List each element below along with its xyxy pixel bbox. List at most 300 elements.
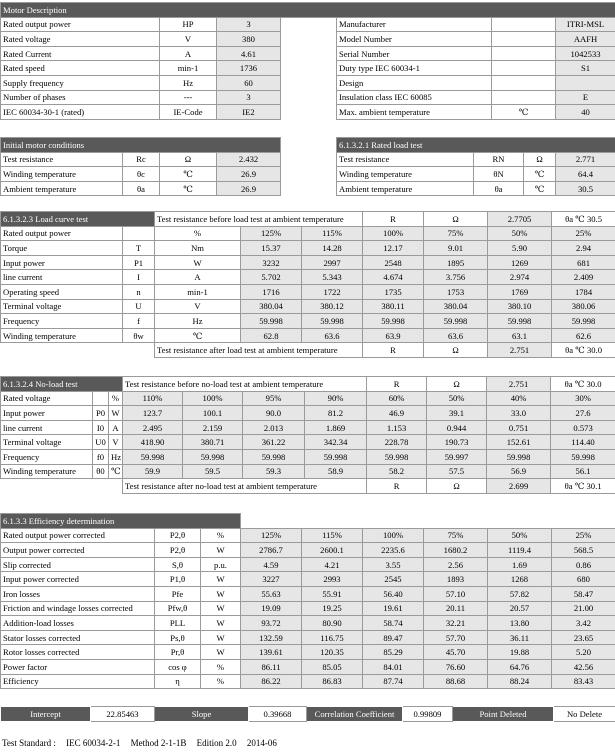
- row-value: 125%: [241, 226, 302, 241]
- row-value: 1735: [363, 284, 424, 299]
- after-resistance-label: Test resistance after load test at ambient temperature: [155, 343, 363, 358]
- row-symbol: Pfw,θ: [155, 601, 201, 616]
- row-value: 62.6: [552, 328, 615, 343]
- after-temp-value: 30.1: [586, 480, 602, 491]
- row-value: 1269: [488, 255, 552, 270]
- row-value: 132.59: [241, 630, 302, 645]
- row-value: 12.17: [363, 241, 424, 256]
- row-label: Model Number: [337, 32, 492, 47]
- row-value: 4.61: [217, 46, 281, 61]
- motor-description-table: [0, 2, 615, 120]
- row-value: 26.9: [217, 181, 281, 196]
- table-row: [1, 226, 615, 241]
- row-value: 5.702: [241, 270, 302, 285]
- row-symbol: θw: [123, 328, 155, 343]
- row-unit: V: [155, 299, 241, 314]
- row-value: 100%: [363, 528, 424, 543]
- row-value: 2545: [363, 572, 424, 587]
- row-value: 19.09: [241, 601, 302, 616]
- row-value: 190.73: [427, 435, 487, 450]
- row-symbol: RN: [474, 152, 524, 167]
- row-value: 380.06: [552, 299, 615, 314]
- row-value: 1680.2: [424, 543, 488, 558]
- row-label: Design: [337, 75, 492, 90]
- row-value: 59.998: [367, 449, 427, 464]
- row-value: 46.9: [367, 406, 427, 421]
- row-value: 60: [217, 75, 281, 90]
- before-temp-symbol: θa: [565, 213, 574, 224]
- row-value: 59.998: [551, 449, 615, 464]
- correlation-label: Correlation Coefficient: [307, 707, 403, 722]
- row-value: 4.21: [302, 557, 363, 572]
- row-value: 2600.1: [302, 543, 363, 558]
- row-value: 1722: [302, 284, 363, 299]
- row-unit: p.u.: [201, 557, 241, 572]
- row-symbol: θa: [123, 181, 160, 196]
- row-unit: HP: [160, 17, 217, 32]
- row-value: 2786.7: [241, 543, 302, 558]
- table-row: [1, 601, 615, 616]
- test-standard-edition: Edition 2.0: [196, 738, 237, 748]
- row-value: 20.11: [424, 601, 488, 616]
- row-label: Supply frequency: [1, 75, 160, 90]
- row-symbol: T: [123, 241, 155, 256]
- row-value: 63.6: [302, 328, 363, 343]
- row-value: 90.0: [243, 406, 305, 421]
- row-value: 14.28: [302, 241, 363, 256]
- row-symbol: θN: [474, 167, 524, 182]
- row-value: 55.63: [241, 586, 302, 601]
- before-r-value: 2.7705: [488, 212, 552, 227]
- row-value: 100.1: [183, 406, 243, 421]
- row-value: 56.40: [363, 586, 424, 601]
- row-symbol: P2,θ: [155, 528, 201, 543]
- before-temp-symbol: θa: [564, 378, 573, 389]
- no-load-table: [0, 376, 615, 494]
- efficiency-table: [0, 513, 615, 689]
- row-symbol: Pr,θ: [155, 645, 201, 660]
- table-row: [1, 46, 615, 61]
- table-row: [1, 557, 615, 572]
- row-unit: W: [155, 255, 241, 270]
- row-symbol: I: [123, 270, 155, 285]
- row-value: 3.42: [552, 616, 615, 631]
- row-unit: A: [160, 46, 217, 61]
- row-label: Output power corrected: [1, 543, 155, 558]
- row-value: 380.71: [183, 435, 243, 450]
- load-curve-title: 6.1.3.2.3 Load curve test: [1, 212, 155, 227]
- spacer: [1, 343, 155, 358]
- row-value: 30.5: [556, 181, 615, 196]
- table-row: [1, 420, 615, 435]
- before-r-unit: Ω: [424, 212, 488, 227]
- row-value: 64.76: [488, 659, 552, 674]
- test-standard-line: [2, 738, 285, 748]
- row-value: 2.495: [123, 420, 183, 435]
- row-unit: ℃: [524, 181, 556, 196]
- row-value: 59.5: [183, 464, 243, 479]
- row-value: 57.5: [427, 464, 487, 479]
- after-temp-symbol: θa: [565, 345, 574, 356]
- row-value: 100%: [363, 226, 424, 241]
- row-value: 81.2: [305, 406, 367, 421]
- row-value: 36.11: [488, 630, 552, 645]
- before-resistance-label: Test resistance before load test at ambient temperature: [155, 212, 363, 227]
- row-value: 380.10: [488, 299, 552, 314]
- row-symbol: θa: [474, 181, 524, 196]
- spacer: [281, 105, 337, 120]
- row-value: 116.75: [302, 630, 363, 645]
- efficiency-title: 6.1.3.3 Efficiency determination: [1, 514, 241, 529]
- table-row: [1, 17, 615, 32]
- table-row: [1, 630, 615, 645]
- row-value: 25%: [552, 226, 615, 241]
- row-value: 1753: [424, 284, 488, 299]
- before-temp-value: 30.5: [586, 213, 602, 224]
- row-value: 50%: [488, 528, 552, 543]
- before-resistance-label: Test resistance before no-load test at ambient temperature: [123, 377, 367, 392]
- row-value: 58.9: [305, 464, 367, 479]
- row-value: 9.01: [424, 241, 488, 256]
- row-value: 125%: [241, 528, 302, 543]
- spacer: [281, 167, 337, 182]
- row-unit: ℃: [155, 328, 241, 343]
- point-deleted-value: No Delete: [554, 707, 615, 722]
- row-label: Test resistance: [337, 152, 474, 167]
- row-symbol: U: [123, 299, 155, 314]
- before-temp-cell: [552, 212, 615, 227]
- row-unit: W: [201, 645, 241, 660]
- row-label: Max. ambient temperature: [337, 105, 492, 120]
- load-curve-table: [0, 211, 615, 358]
- table-row: [1, 299, 615, 314]
- row-unit: [492, 17, 556, 32]
- row-unit: V: [160, 32, 217, 47]
- spacer: [281, 46, 337, 61]
- row-unit: [492, 75, 556, 90]
- row-symbol: θc: [123, 167, 160, 182]
- row-symbol: η: [155, 674, 201, 689]
- row-value: 86.11: [241, 659, 302, 674]
- row-symbol: [123, 226, 155, 241]
- row-value: 1716: [241, 284, 302, 299]
- row-value: 3: [217, 90, 281, 105]
- row-value: 56.9: [487, 464, 551, 479]
- row-value: 1268: [488, 572, 552, 587]
- row-label: Number of phases: [1, 90, 160, 105]
- row-value: 0.944: [427, 420, 487, 435]
- row-value: 19.88: [488, 645, 552, 660]
- row-value: AAFH: [556, 32, 615, 47]
- row-value: 75%: [424, 226, 488, 241]
- row-symbol: S,θ: [155, 557, 201, 572]
- row-label: Rated Current: [1, 46, 160, 61]
- row-value: 5.90: [488, 241, 552, 256]
- row-unit: Nm: [155, 241, 241, 256]
- row-value: 50%: [427, 391, 487, 406]
- row-value: 30%: [551, 391, 615, 406]
- row-unit: [492, 61, 556, 76]
- row-value: 58.2: [367, 464, 427, 479]
- after-resistance-label: Test resistance after no-load test at ambient temperature: [123, 479, 367, 494]
- row-unit: %: [155, 226, 241, 241]
- row-value: 139.61: [241, 645, 302, 660]
- row-value: 2997: [302, 255, 363, 270]
- row-value: E: [556, 90, 615, 105]
- row-value: 59.998: [302, 314, 363, 329]
- row-label: Insulation class IEC 60085: [337, 90, 492, 105]
- row-value: 93.72: [241, 616, 302, 631]
- row-value: 418.90: [123, 435, 183, 450]
- row-symbol: f0: [93, 449, 109, 464]
- row-value: 86.22: [241, 674, 302, 689]
- row-label: Rated output power corrected: [1, 528, 155, 543]
- row-value: 361.22: [243, 435, 305, 450]
- row-value: 15.37: [241, 241, 302, 256]
- row-value: 86.83: [302, 674, 363, 689]
- after-temp-unit: ℃: [575, 345, 585, 356]
- row-value: 39.1: [427, 406, 487, 421]
- row-value: IE2: [217, 105, 281, 120]
- row-unit: A: [109, 420, 123, 435]
- row-unit: min-1: [160, 61, 217, 76]
- row-label: Winding temperature: [1, 464, 93, 479]
- row-value: 114.40: [551, 435, 615, 450]
- row-value: 5.20: [552, 645, 615, 660]
- row-label: Input power: [1, 406, 93, 421]
- row-value: 42.56: [552, 659, 615, 674]
- row-value: 1.69: [488, 557, 552, 572]
- row-label: Duty type IEC 60034-1: [337, 61, 492, 76]
- row-value: 59.998: [241, 314, 302, 329]
- row-label: Rated voltage: [1, 391, 93, 406]
- row-value: 27.6: [551, 406, 615, 421]
- row-value: 21.00: [552, 601, 615, 616]
- row-unit: IE-Code: [160, 105, 217, 120]
- spacer: [281, 181, 337, 196]
- row-value: 100%: [183, 391, 243, 406]
- row-unit: W: [201, 572, 241, 587]
- test-standard-year: 2014-06: [246, 738, 277, 748]
- row-value: 2.56: [424, 557, 488, 572]
- row-value: 50%: [488, 226, 552, 241]
- row-value: 2.771: [556, 152, 615, 167]
- row-value: 3232: [241, 255, 302, 270]
- row-value: 75%: [424, 528, 488, 543]
- row-symbol: P1: [123, 255, 155, 270]
- row-unit: ℃: [524, 167, 556, 182]
- row-symbol: U0: [93, 435, 109, 450]
- row-symbol: P2,θ: [155, 543, 201, 558]
- row-label: Efficiency: [1, 674, 155, 689]
- row-value: 59.998: [552, 314, 615, 329]
- row-symbol: Rc: [123, 152, 160, 167]
- table-row: [1, 270, 615, 285]
- row-label: Slip corrected: [1, 557, 155, 572]
- correlation-value: 0.99809: [403, 707, 453, 722]
- table-row: [1, 255, 615, 270]
- no-load-title: 6.1.3.2.4 No-load test: [1, 377, 123, 392]
- row-value: 115%: [302, 528, 363, 543]
- row-unit: A: [155, 270, 241, 285]
- table-row: [1, 572, 615, 587]
- row-label: IEC 60034-30-1 (rated): [1, 105, 160, 120]
- row-value: 2.159: [183, 420, 243, 435]
- row-unit: min-1: [155, 284, 241, 299]
- spacer: [281, 61, 337, 76]
- point-deleted-label: Point Deleted: [453, 707, 554, 722]
- row-value: 2993: [302, 572, 363, 587]
- row-symbol: Pfe: [155, 586, 201, 601]
- row-value: 2548: [363, 255, 424, 270]
- row-value: 19.61: [363, 601, 424, 616]
- row-value: 568.5: [552, 543, 615, 558]
- row-value: 0.86: [552, 557, 615, 572]
- table-row: [1, 659, 615, 674]
- row-symbol: θ0: [93, 464, 109, 479]
- row-value: 64.4: [556, 167, 615, 182]
- row-value: 1769: [488, 284, 552, 299]
- spacer: [1, 479, 123, 494]
- row-label: Input power: [1, 255, 123, 270]
- row-value: 59.998: [183, 449, 243, 464]
- row-value: 59.9: [123, 464, 183, 479]
- row-value: 3227: [241, 572, 302, 587]
- row-unit: ℃: [160, 181, 217, 196]
- row-symbol: [93, 391, 109, 406]
- row-value: 1119.4: [488, 543, 552, 558]
- row-value: 59.3: [243, 464, 305, 479]
- table-row: [1, 449, 615, 464]
- row-value: 5.343: [302, 270, 363, 285]
- table-row: [1, 284, 615, 299]
- after-temp-symbol: θa: [564, 480, 573, 491]
- row-symbol: f: [123, 314, 155, 329]
- row-value: [556, 75, 615, 90]
- row-label: Frequency: [1, 449, 93, 464]
- table-row: [1, 75, 615, 90]
- row-unit: ℃: [160, 167, 217, 182]
- row-value: 59.998: [123, 449, 183, 464]
- row-label: Terminal voltage: [1, 299, 123, 314]
- row-value: 84.01: [363, 659, 424, 674]
- row-value: 19.25: [302, 601, 363, 616]
- row-label: Test resistance: [1, 152, 123, 167]
- table-row: [1, 105, 615, 120]
- table-row: [1, 645, 615, 660]
- before-temp-value: 30.0: [586, 378, 602, 389]
- row-unit: W: [109, 406, 123, 421]
- row-unit: Hz: [109, 449, 123, 464]
- row-label: line current: [1, 420, 93, 435]
- table-row: [1, 616, 615, 631]
- row-unit: %: [201, 659, 241, 674]
- row-unit: ℃: [492, 105, 556, 120]
- row-value: 60%: [367, 391, 427, 406]
- row-value: S1: [556, 61, 615, 76]
- row-value: 63.1: [488, 328, 552, 343]
- row-unit: [492, 90, 556, 105]
- row-unit: Hz: [155, 314, 241, 329]
- slope-label: Slope: [155, 707, 249, 722]
- row-label: Rated output power: [1, 226, 123, 241]
- row-value: 2.94: [552, 241, 615, 256]
- row-value: 80.90: [302, 616, 363, 631]
- before-temp-unit: ℃: [574, 378, 585, 389]
- table-row: [1, 314, 615, 329]
- table-row: [1, 391, 615, 406]
- row-label: Operating speed: [1, 284, 123, 299]
- row-value: 4.59: [241, 557, 302, 572]
- test-standard-method2: Method 2-1-1B: [130, 738, 187, 748]
- row-value: ITRI-MSL: [556, 17, 615, 32]
- row-label: line current: [1, 270, 123, 285]
- row-label: Rated speed: [1, 61, 160, 76]
- row-value: 85.05: [302, 659, 363, 674]
- row-value: 13.80: [488, 616, 552, 631]
- rated-load-test-title: 6.1.3.2.1 Rated load test: [337, 138, 615, 153]
- table-row: [1, 181, 615, 196]
- after-r-unit: Ω: [427, 479, 487, 494]
- row-value: 57.10: [424, 586, 488, 601]
- row-value: 59.998: [243, 449, 305, 464]
- before-temp-unit: ℃: [575, 213, 585, 224]
- row-value: 88.68: [424, 674, 488, 689]
- row-symbol: cos φ: [155, 659, 201, 674]
- row-unit: %: [201, 674, 241, 689]
- row-symbol: P0: [93, 406, 109, 421]
- row-value: 88.24: [488, 674, 552, 689]
- row-value: 681: [552, 255, 615, 270]
- row-unit: Ω: [524, 152, 556, 167]
- row-unit: [492, 32, 556, 47]
- after-r-symbol: R: [367, 479, 427, 494]
- row-value: 26.9: [217, 167, 281, 182]
- row-unit: Hz: [160, 75, 217, 90]
- initial-conditions-title: Initial motor conditions: [1, 138, 281, 153]
- row-value: 380.12: [302, 299, 363, 314]
- table-row: [1, 167, 615, 182]
- row-label: Iron losses: [1, 586, 155, 601]
- row-value: 3.55: [363, 557, 424, 572]
- row-value: 1895: [424, 255, 488, 270]
- row-value: 1.153: [367, 420, 427, 435]
- row-value: 1784: [552, 284, 615, 299]
- row-value: 342.34: [305, 435, 367, 450]
- row-value: 3: [217, 17, 281, 32]
- spacer: [281, 152, 337, 167]
- row-unit: W: [201, 616, 241, 631]
- row-value: 95%: [243, 391, 305, 406]
- row-label: Winding temperature: [1, 328, 123, 343]
- table-row: [1, 90, 615, 105]
- after-temp-cell: [551, 479, 615, 494]
- row-label: Torque: [1, 241, 123, 256]
- row-unit: W: [201, 601, 241, 616]
- before-r-unit: Ω: [427, 377, 487, 392]
- row-unit: V: [109, 435, 123, 450]
- row-value: 20.57: [488, 601, 552, 616]
- table-row: [1, 464, 615, 479]
- row-symbol: n: [123, 284, 155, 299]
- row-label: Winding temperature: [1, 167, 123, 182]
- row-value: 2.409: [552, 270, 615, 285]
- before-temp-cell: [551, 377, 615, 392]
- row-value: 3.756: [424, 270, 488, 285]
- row-label: Friction and windage losses corrected: [1, 601, 155, 616]
- row-label: Serial Number: [337, 46, 492, 61]
- row-value: 380: [217, 32, 281, 47]
